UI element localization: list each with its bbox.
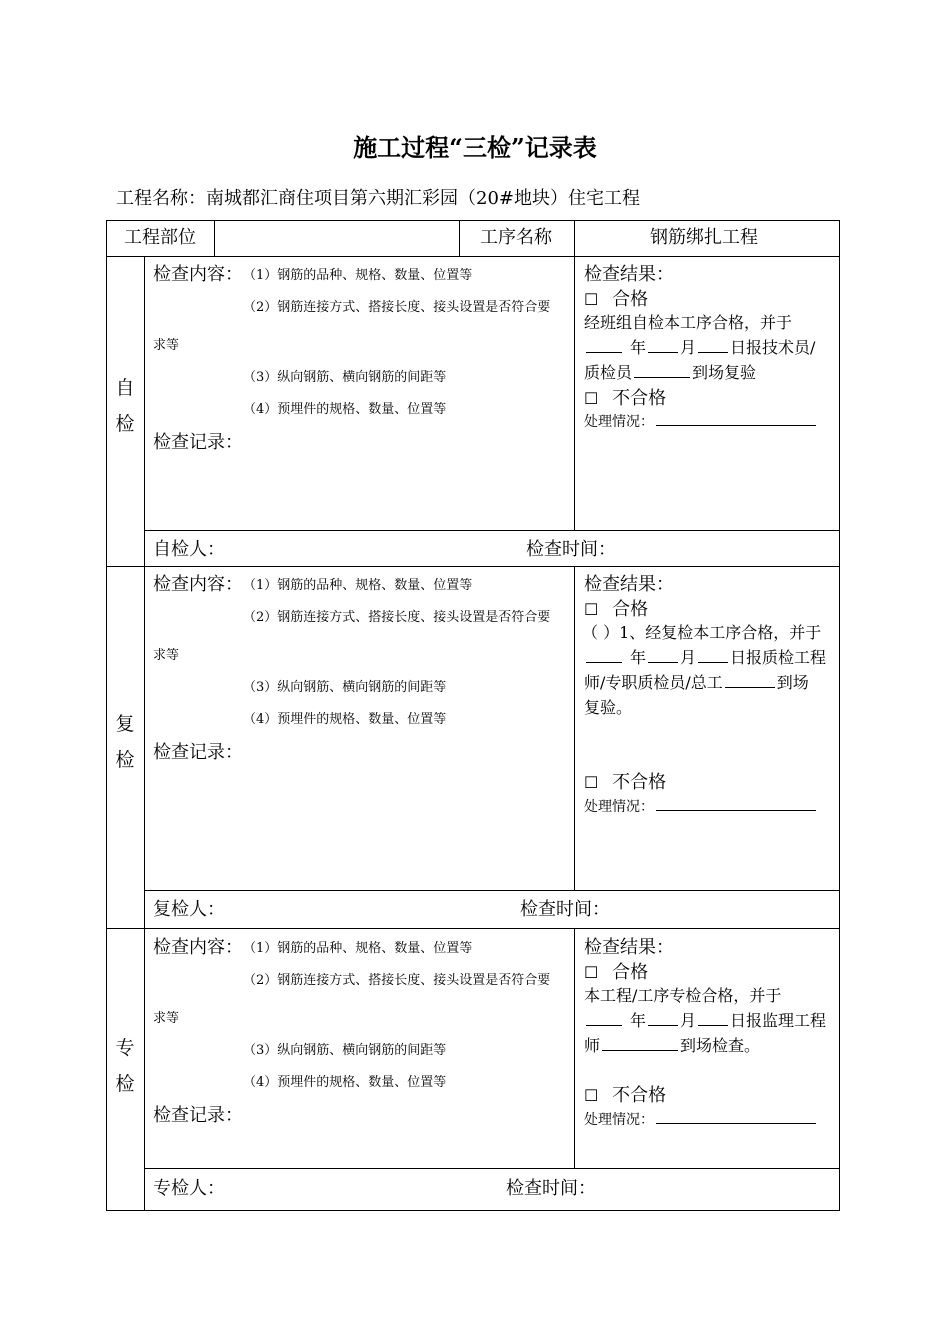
record-label: 检查记录： (153, 432, 243, 453)
checkbox-icon[interactable]: ☐ (584, 963, 599, 982)
pass-text: 本工程/工序专检合格，并于 (584, 986, 782, 1005)
fail-option[interactable]: ☐ 不合格 (584, 1085, 667, 1106)
pass-text: 经班组自检本工序合格，并于 (584, 313, 793, 332)
content-item: （4）预埋件的规格、数量、位置等 (243, 712, 447, 727)
person-label: 复检人： (153, 899, 225, 920)
fail-option[interactable]: ☐ 不合格 (584, 772, 667, 793)
checkbox-icon[interactable]: ☐ (584, 773, 599, 792)
handling-line: 处理情况： (584, 411, 818, 431)
report-date-line: 年 月 日报质检工程 (584, 645, 826, 668)
pass-option[interactable]: ☐ 合格 (584, 962, 649, 983)
pass-option[interactable]: ☐ 合格 (584, 599, 649, 620)
checkbox-icon[interactable]: ☐ (584, 1086, 599, 1105)
person-label: 专检人： (153, 1178, 225, 1199)
content-item: （2）钢筋连接方式、搭接长度、接头设置是否符合要 (243, 300, 551, 315)
checkbox-icon[interactable]: ☐ (584, 600, 599, 619)
content-item: 求等 (153, 1011, 180, 1026)
pass-text-end: 复验。 (584, 698, 633, 717)
content-item: （1）钢筋的品种、规格、数量、位置等 (243, 578, 473, 593)
time-label: 检查时间： (526, 539, 616, 560)
person-label: 自检人： (153, 539, 225, 560)
content-item: （3）纵向钢筋、横向钢筋的间距等 (243, 680, 447, 695)
content-item: 求等 (153, 648, 180, 663)
part-label: 工程部位 (124, 227, 196, 248)
record-label: 检查记录： (153, 1105, 243, 1126)
time-label: 检查时间： (520, 899, 610, 920)
section-label: 专 检 (115, 1037, 135, 1095)
process-label: 工序名称 (480, 227, 552, 248)
process-value: 钢筋绑扎工程 (650, 227, 758, 248)
content-item: （1）钢筋的品种、规格、数量、位置等 (243, 941, 473, 956)
handling-line: 处理情况： (584, 796, 818, 816)
section-label: 自 检 (115, 377, 135, 435)
report-date-line: 年 月 日报技术员/ (584, 335, 815, 358)
inspector-line: 师 到场检查。 (584, 1036, 761, 1055)
content-item: 求等 (153, 338, 180, 353)
result-label: 检查结果： (584, 937, 674, 958)
content-item: （1）钢筋的品种、规格、数量、位置等 (243, 268, 473, 283)
content-item: （2）钢筋连接方式、搭接长度、接头设置是否符合要 (243, 610, 551, 625)
content-item: （3）纵向钢筋、横向钢筋的间距等 (243, 370, 447, 385)
result-label: 检查结果： (584, 574, 674, 595)
content-item: （4）预埋件的规格、数量、位置等 (243, 402, 447, 417)
inspector-line: 质检员 到场复验 (584, 363, 757, 382)
pass-option[interactable]: ☐ 合格 (584, 289, 649, 310)
handling-line: 处理情况： (584, 1109, 818, 1129)
inspector-line: 师/专职质检员/总工 到场 (584, 673, 809, 692)
checkbox-icon[interactable]: ☐ (584, 290, 599, 309)
report-date-line: 年 月 日报监理工程 (584, 1008, 826, 1031)
page-title: 施工过程“三检”记录表 (353, 133, 597, 162)
record-label: 检查记录： (153, 742, 243, 763)
section-label: 复 检 (115, 713, 135, 771)
content-item: （3）纵向钢筋、横向钢筋的间距等 (243, 1043, 447, 1058)
content-item: （4）预埋件的规格、数量、位置等 (243, 1075, 447, 1090)
content-label: 检查内容： (153, 574, 243, 595)
result-label: 检查结果： (584, 264, 674, 285)
content-label: 检查内容： (153, 937, 243, 958)
project-name-line: 工程名称：南城都汇商住项目第六期汇彩园（20#地块）住宅工程 (116, 188, 640, 209)
content-item: （2）钢筋连接方式、搭接长度、接头设置是否符合要 (243, 973, 551, 988)
time-label: 检查时间： (506, 1178, 596, 1199)
pass-text: （ ）1、经复检本工序合格，并于 (582, 623, 822, 642)
checkbox-icon[interactable]: ☐ (584, 389, 599, 408)
fail-option[interactable]: ☐ 不合格 (584, 388, 667, 409)
content-label: 检查内容： (153, 264, 243, 285)
